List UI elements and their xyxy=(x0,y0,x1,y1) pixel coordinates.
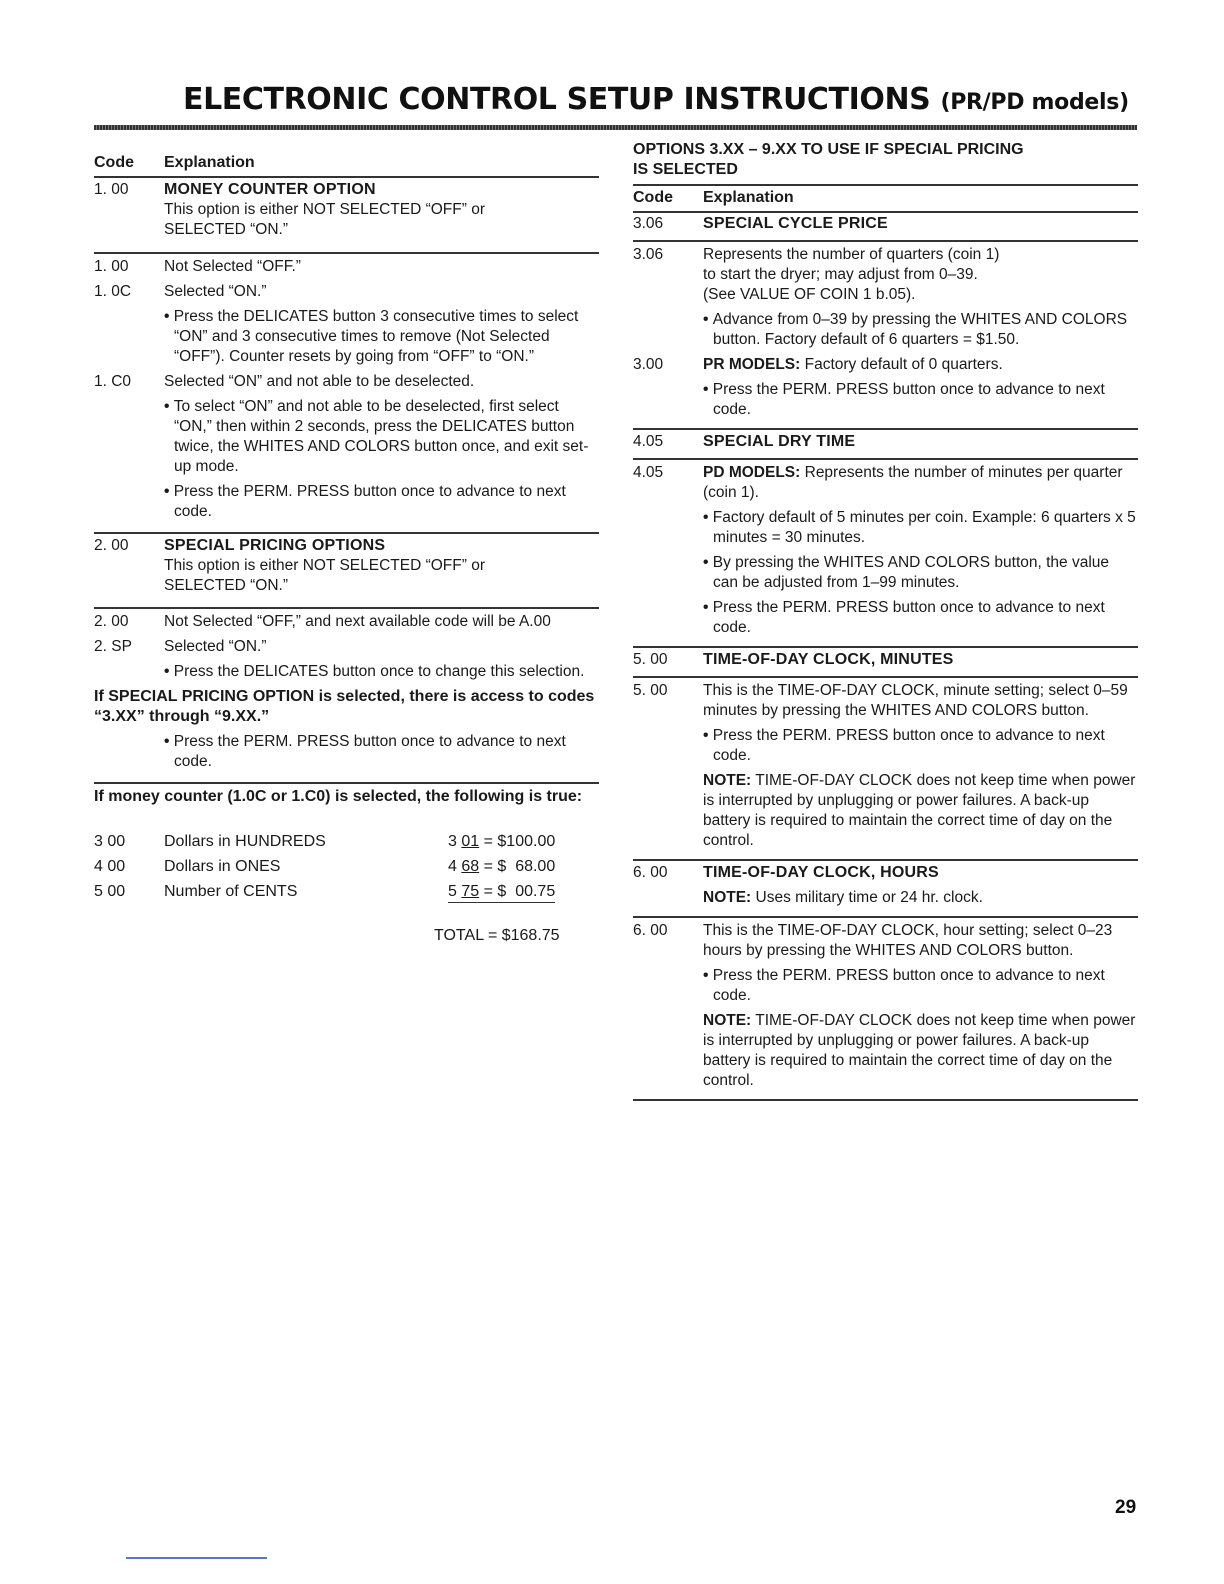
page-number: 29 xyxy=(1115,1497,1137,1518)
money-row xyxy=(94,882,599,903)
code-cell: 1. 00 xyxy=(94,258,129,275)
section-text: Represents the number of quarters (coin 1) to start the dryer; may adjust from 0–39. (See VALUE OF COIN 1 b.05). xyxy=(703,246,1000,303)
bullet-item: • Press the PERM. PRESS button once to advance to next code. xyxy=(703,599,1105,636)
section-title: MONEY COUNTER OPTION xyxy=(164,181,376,198)
section-text: This is the TIME-OF-DAY CLOCK, hour setting; select 0–23 hours by pressing the WHITES AND COLORS button. xyxy=(703,922,1113,959)
option-text: Not Selected “OFF.” xyxy=(164,258,301,275)
code-cell: 5. 00 xyxy=(633,682,668,699)
note: NOTE: TIME-OF-DAY CLOCK does not keep time when power is interrupted by unplugging or power failures. A back-up battery is required to maintain the correct time of day on the control. xyxy=(703,1012,1136,1089)
bullet-item: • Factory default of 5 minutes per coin. Example: 6 quarters x 5 minutes = 30 minutes. xyxy=(703,509,1136,546)
option-text: Selected “ON.” xyxy=(164,283,267,300)
option-row xyxy=(94,372,599,392)
left-table-header xyxy=(94,140,599,176)
bullet-item: • Press the DELICATES button once to change this selection. xyxy=(164,663,585,680)
footer-line xyxy=(126,1557,267,1559)
title-rule xyxy=(94,125,1137,130)
code-cell: 2. 00 xyxy=(94,537,129,554)
section-text: This is the TIME-OF-DAY CLOCK, minute setting; select 0–59 minutes by pressing the WHITES AND COLORS button. xyxy=(703,682,1128,719)
option-row xyxy=(94,612,599,632)
option-row: 3.00 PR MODELS: Factory default of 0 quarters. xyxy=(633,356,1003,373)
section-desc: SELECTED “ON.” xyxy=(164,221,289,238)
title-main: ELECTRONIC CONTROL SETUP INSTRUCTIONS xyxy=(183,82,931,117)
header-explanation: Explanation xyxy=(703,189,794,206)
code-cell: 6. 00 xyxy=(633,864,668,881)
code-cell: 3.00 xyxy=(633,356,664,373)
code-cell: 4.05 xyxy=(633,464,664,481)
clock-minutes-section xyxy=(633,678,1138,859)
money-label: Dollars in HUNDREDS xyxy=(164,833,326,850)
option-text: Selected “ON.” xyxy=(164,638,267,655)
bullet-item: • Press the PERM. PRESS button once to advance to next code. xyxy=(703,967,1105,1004)
header-code: Code xyxy=(94,154,134,171)
money-true-section xyxy=(94,784,599,945)
money-counter-section xyxy=(94,178,599,252)
code-cell: 1. 0C xyxy=(94,283,132,300)
right-column xyxy=(633,140,1138,1101)
money-value: 4 68 = $ 68.00 xyxy=(448,858,556,875)
code-cell: 2. SP xyxy=(94,638,132,655)
header-code: Code xyxy=(633,189,673,206)
option-text: Selected “ON” and not able to be deselected. xyxy=(164,373,475,390)
option-text: Not Selected “OFF,” and next available code will be A.00 xyxy=(164,613,551,630)
bullet-item: • Press the PERM. PRESS button once to advance to next code. xyxy=(703,381,1105,418)
clock-hours-header xyxy=(633,861,1138,916)
code-cell: 3.06 xyxy=(633,246,664,263)
option-row xyxy=(94,282,599,302)
bullet-item: • Advance from 0–39 by pressing the WHITES AND COLORS button. Factory default of 6 quarters = $1.50. xyxy=(703,311,1128,348)
options-heading: OPTIONS 3.XX – 9.XX TO USE IF SPECIAL PRICING IS SELECTED xyxy=(633,141,1024,178)
money-total: TOTAL = $168.75 xyxy=(434,927,560,944)
dry-time-section: 4.05 PD MODELS: Represents the number of minutes per quarter (coin 1). • Factory default of 5 minutes per coin. Example: 6 quarters x 5 minutes = 30 minutes. • By pressing the WHITES AND COLORS button, the value can be adjusted from 1–99 minutes. • Press the PERM. PRESS button once to advance to next code. xyxy=(633,460,1138,646)
option-row xyxy=(94,257,599,277)
bullet-item: • Press the PERM. PRESS button once to advance to next code. xyxy=(703,727,1105,764)
special-pricing-section xyxy=(94,534,599,607)
money-label: Number of CENTS xyxy=(164,883,298,900)
code-cell: 3 00 xyxy=(94,833,126,850)
code-cell: 4.05 xyxy=(633,433,664,450)
code-cell: 6. 00 xyxy=(633,922,668,939)
code-cell: 5 00 xyxy=(94,883,126,900)
section-desc: SELECTED “ON.” xyxy=(164,577,289,594)
section-desc: This option is either NOT SELECTED “OFF” or xyxy=(164,201,485,218)
section-title: TIME-OF-DAY CLOCK, HOURS xyxy=(703,864,939,881)
title-sub: (PR/PD models) xyxy=(940,90,1129,115)
money-value: 5 75 = $ 00.75 xyxy=(448,882,555,903)
right-table-header xyxy=(633,186,1138,211)
bullet-item: • Press the PERM. PRESS button once to advance to next code. xyxy=(164,483,566,520)
code-cell: 1. C0 xyxy=(94,373,132,390)
cycle-price-section xyxy=(633,242,1138,428)
bullet-item: • Press the DELICATES button 3 consecutive times to select “ON” and 3 consecutive times to remove (Not Selected “OFF”). Counter resets by going from “OFF” to “ON.” xyxy=(164,308,579,365)
money-value: 3 01 = $100.00 xyxy=(448,833,556,850)
special-pricing-note: If SPECIAL PRICING OPTION is selected, there is access to codes “3.XX” through “9.XX.” xyxy=(94,688,595,725)
money-label: Dollars in ONES xyxy=(164,858,281,875)
note: NOTE: Uses military time or 24 hr. clock. xyxy=(703,889,983,906)
section-title: TIME-OF-DAY CLOCK, MINUTES xyxy=(703,651,954,668)
section-title: SPECIAL PRICING OPTIONS xyxy=(164,537,386,554)
section-title: SPECIAL DRY TIME xyxy=(703,433,856,450)
money-true-heading: If money counter (1.0C or 1.C0) is selected, the following is true: xyxy=(94,788,583,805)
cycle-price-title-row xyxy=(633,213,1138,240)
divider xyxy=(633,1099,1138,1101)
code-cell: 4 00 xyxy=(94,858,126,875)
left-column xyxy=(94,140,599,945)
bullet-item: • To select “ON” and not able to be deselected, first select “ON,” then within 2 seconds, press the DELICATES button twice, the WHITES AND COLORS button once, and exit set-up mode. xyxy=(164,398,589,475)
note: NOTE: TIME-OF-DAY CLOCK does not keep time when power is interrupted by unplugging or power failures. A back-up battery is required to maintain the correct time of day on the control. xyxy=(703,772,1136,849)
section-desc: This option is either NOT SELECTED “OFF” or xyxy=(164,557,485,574)
dry-time-title-row xyxy=(633,430,1138,458)
code-cell: 2. 00 xyxy=(94,613,129,630)
code-cell: 1. 00 xyxy=(94,181,129,198)
page-title xyxy=(183,82,1129,117)
money-row xyxy=(94,832,599,852)
clock-minutes-title-row xyxy=(633,648,1138,676)
bullet-item: • By pressing the WHITES AND COLORS button, the value can be adjusted from 1–99 minutes. xyxy=(703,554,1110,591)
clock-hours-section xyxy=(633,918,1138,1099)
section-title: SPECIAL CYCLE PRICE xyxy=(703,215,888,232)
money-row xyxy=(94,857,599,877)
bullet-item: • Press the PERM. PRESS button once to advance to next code. xyxy=(164,733,566,770)
header-explanation: Explanation xyxy=(164,154,255,171)
code-cell: 3.06 xyxy=(633,215,664,232)
option-row xyxy=(94,637,599,657)
code-cell: 5. 00 xyxy=(633,651,668,668)
